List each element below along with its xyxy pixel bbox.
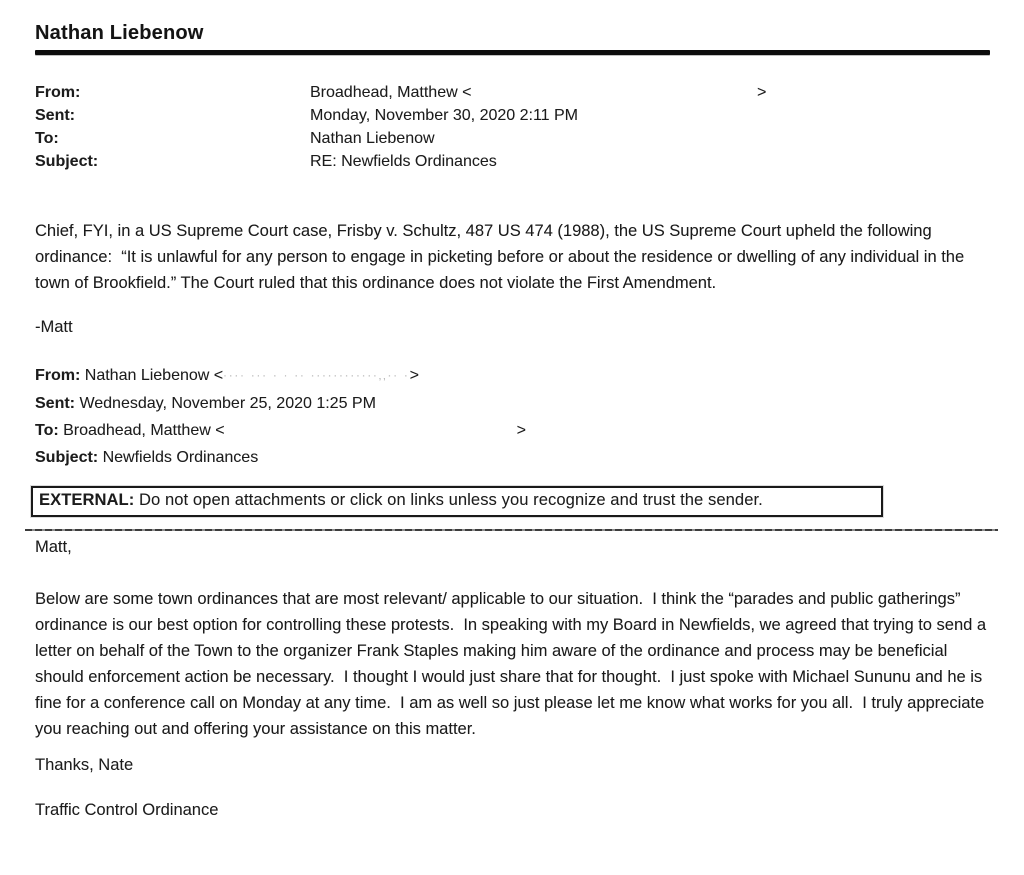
original-from-name: Nathan Liebenow < <box>80 367 224 384</box>
subject-text: RE: Newfields Ordinances <box>310 153 497 170</box>
original-header-subject <box>35 444 990 471</box>
original-from-label: From: <box>35 367 81 384</box>
reply-body-paragraph: Chief, FYI, in a US Supreme Court case, Frisby v. Schultz, 487 US 474 (1988), the US Supreme Court upheld the following ordinance: “It is unlawful for any person to engage in picketing before or about the residence or dwelling of any individual in the town of Brookfield.” The Court ruled that this ordinance does not violate the First Amendment. <box>35 222 969 292</box>
section-divider <box>25 529 998 531</box>
from-address-close-bracket: > <box>757 84 767 101</box>
original-subject-text: Newfields Ordinances <box>98 449 259 466</box>
redacted-email-address: ···· ··· · · ·· ············‚‚·· · <box>223 370 410 382</box>
original-to-close-bracket: > <box>516 422 526 439</box>
to-recipient: Nathan Liebenow <box>310 130 435 147</box>
sent-label: Sent: <box>35 107 75 124</box>
original-to-recipient: Broadhead, Matthew < <box>58 422 225 439</box>
external-warning-label: EXTERNAL: <box>39 491 135 509</box>
original-to-label: To: <box>35 422 59 439</box>
from-address: Broadhead, Matthew < <box>310 84 472 101</box>
original-sent-datetime: Wednesday, November 25, 2020 1:25 PM <box>75 395 376 412</box>
to-value <box>310 127 990 150</box>
external-warning-text: Do not open attachments or click on links unless you recognize and trust the sender. <box>134 491 763 509</box>
reply-signature: -Matt <box>35 318 73 336</box>
original-header-sent <box>35 390 990 417</box>
subject-value <box>310 150 990 173</box>
from-label: From: <box>35 84 81 101</box>
subject-label: Subject: <box>35 153 99 170</box>
original-from-close-bracket: > <box>409 367 419 384</box>
attachment-title: Traffic Control Ordinance <box>35 801 219 819</box>
external-warning-banner <box>31 486 883 517</box>
header-row-to <box>35 127 990 150</box>
from-value <box>310 81 990 104</box>
original-sent-label: Sent: <box>35 395 75 412</box>
message-body-paragraph: Below are some town ordinances that are most relevant/ applicable to our situation. I think the “parades and public gatherings” ordinance is our best option for controlling these protests. In speaking with my Board in Newfields, we agreed that trying to send a letter on behalf of the Town to the organizer Frank Staples making him aware of the ordinance and process may be beneficial should enforcement action be necessary. I thought I would just share that for thought. I just spoke with Michael Sununu and he is fine for a conference call on Monday at any time. I am as well so just please let me know what works for you all. I truly appreciate you reaching out and offering your assistance on this matter. <box>35 590 991 738</box>
to-label: To: <box>35 130 59 147</box>
sent-value <box>310 104 990 127</box>
header-row-sent <box>35 104 990 127</box>
original-header-to <box>35 417 990 444</box>
original-subject-label: Subject: <box>35 449 99 466</box>
header-row-subject <box>35 150 990 173</box>
sent-datetime: Monday, November 30, 2020 2:11 PM <box>310 107 578 124</box>
title-divider <box>35 50 990 55</box>
original-header-from <box>35 362 990 390</box>
page-title: Nathan Liebenow <box>35 22 204 44</box>
reply-email-headers <box>35 81 990 173</box>
header-row-from <box>35 81 990 104</box>
original-email-headers <box>35 362 990 471</box>
message-closing: Thanks, Nate <box>35 756 134 774</box>
message-greeting: Matt, <box>35 538 72 556</box>
